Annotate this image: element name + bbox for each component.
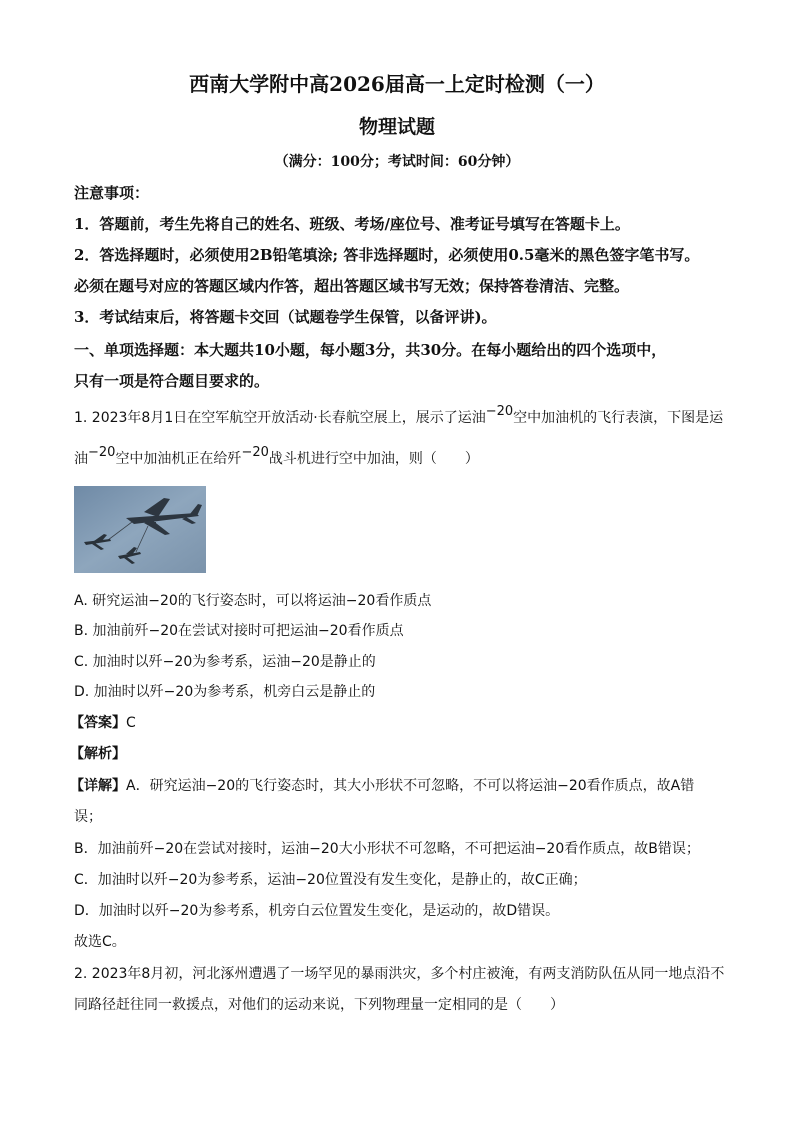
q1-option-a: A. 研究运油−20的飞行姿态时，可以将运油−20看作质点 <box>74 593 432 609</box>
q1-detail-line2: B．加油前歼−20在尝试对接时，运油−20大小形状不可忽略，不可把运油−20看作质点，故B错误； <box>74 841 700 857</box>
q1-detail-line4: D．加油时以歼−20为参考系，机旁白云位置发生变化，是运动的，故D错误。 <box>74 903 560 919</box>
q1-option-d: D. 加油时以歼−20为参考系，机旁白云是静止的 <box>74 684 376 700</box>
q2-stem-line1: 2. 2023年8月初，河北涿州遭遇了一场罕见的暴雨洪灾，多个村庄被淹，有两支消防队伍从同一地点沿不 <box>74 966 725 982</box>
notice-item-3: 3．考试结束后，将答题卡交回（试题卷学生保管，以备评讲)。 <box>74 308 497 326</box>
q1-stem-line2: 油−20空中加油机正在给歼−20战斗机进行空中加油，则（ ） <box>74 445 479 467</box>
section-heading-line2: 只有一项是符合题目要求的。 <box>74 372 270 390</box>
subject-title: 物理试题 <box>358 116 435 138</box>
notice-item-2b: 必须在题号对应的答题区域内作答，超出答题区域书写无效；保持答卷清洁、完整。 <box>74 277 630 295</box>
notice-item-2a: 2．答选择题时，必须使用2B铅笔填涂; 答非选择题时，必须使用0.5毫米的黑色签字笔书写。 <box>74 246 700 264</box>
q1-detail-line1: 【详解】A．研究运油−20的飞行姿态时，其大小形状不可忽略，不可以将运油−20看作质点，故A错 <box>70 778 695 794</box>
q1-stem-line1: 1. 2023年8月1日在空军航空开放活动·长春航空展上，展示了运油−20空中加油机的飞行表演，下图是运 <box>74 404 724 426</box>
q1-detail-line1b: 误； <box>74 809 102 825</box>
refueling-photo <box>74 486 206 573</box>
q1-answer: 【答案】C <box>70 715 136 731</box>
section-heading-line1: 一、单项选择题：本大题共10小题，每小题3分，共30分。在每小题给出的四个选项中， <box>74 341 667 359</box>
q1-detail-line3: C．加油时以歼−20为参考系，运油−20位置没有发生变化，是静止的，故C正确； <box>74 872 587 888</box>
exam-meta: （满分：100分；考试时间：60分钟） <box>274 154 520 170</box>
page-title: 西南大学附中高2026届高一上定时检测（一） <box>189 72 605 96</box>
q1-option-c: C. 加油时以歼−20为参考系，运油−20是静止的 <box>74 654 376 670</box>
notice-heading: 注意事项： <box>74 184 150 202</box>
notice-item-1: 1．答题前，考生先将自己的姓名、班级、考场/座位号、准考证号填写在答题卡上。 <box>74 215 630 233</box>
q1-conclusion: 故选C。 <box>74 934 126 950</box>
q1-analysis-tag: 【解析】 <box>70 746 126 762</box>
q2-stem-line2: 同路径赶往同一救援点，对他们的运动来说，下列物理量一定相同的是（ ） <box>74 997 564 1013</box>
q1-option-b: B. 加油前歼−20在尝试对接时可把运油−20看作质点 <box>74 623 404 639</box>
